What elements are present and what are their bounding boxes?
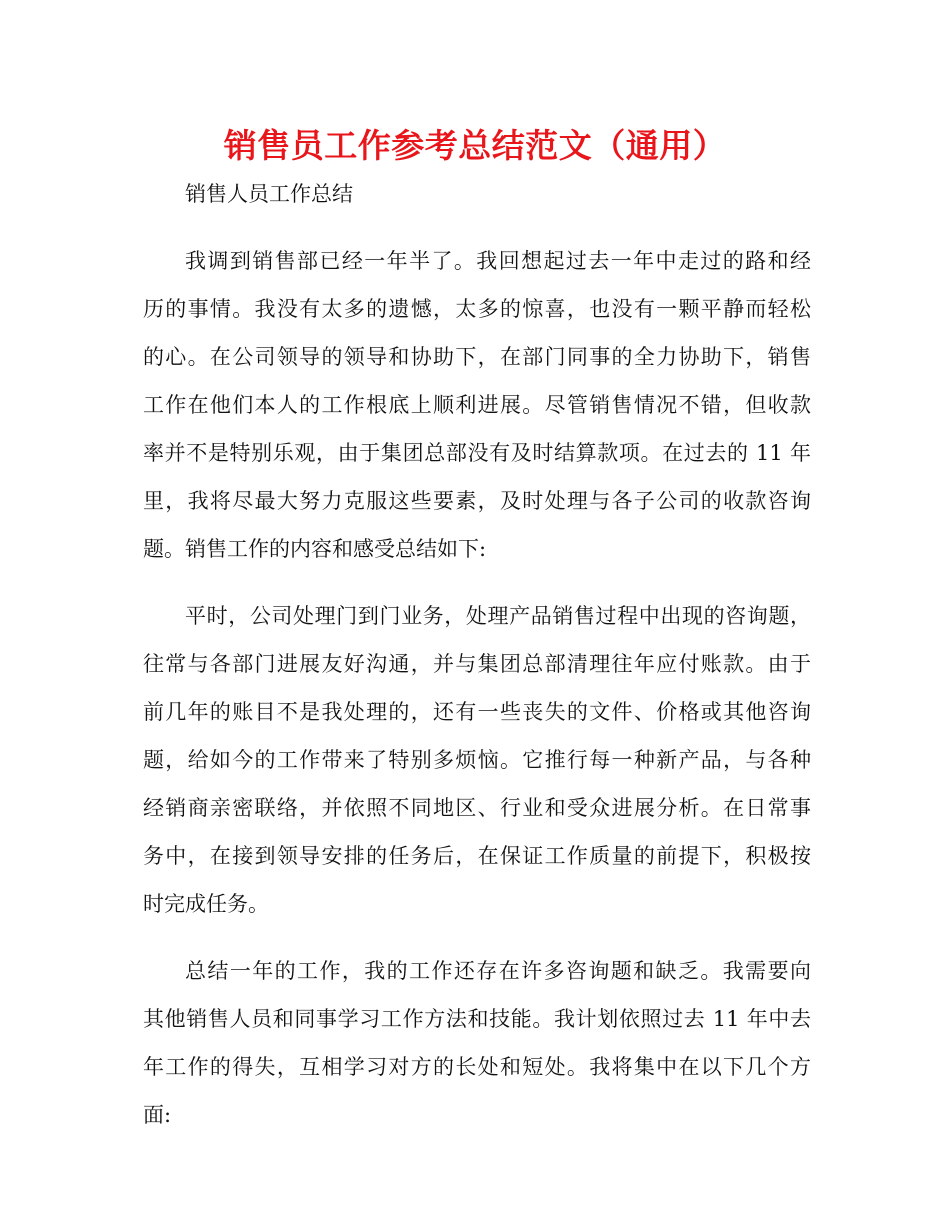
paragraph-line: 面:: [143, 1103, 172, 1127]
paragraph-gap: [143, 573, 811, 592]
paragraph-line: 历的事情。我没有太多的遗憾，太多的惊喜，也没有一颗平静而轻松: [143, 297, 811, 321]
paragraph-line: 年工作的得失，互相学习对方的长处和短处。我将集中在以下几个方: [143, 1055, 811, 1079]
paragraph-line: 经销商亲密联络，并依照不同地区、行业和受众进展分析。在日常事: [143, 796, 811, 820]
paragraph: [143, 592, 811, 928]
document-subtitle: 销售人员工作总结: [185, 182, 353, 206]
paragraph: [143, 237, 811, 573]
paragraph-line: 我调到销售部已经一年半了。我回想起过去一年中走过的路和经: [185, 249, 811, 273]
paragraph-line: 往常与各部门进展友好沟通，并与集团总部清理往年应付账款。由于: [143, 652, 811, 676]
paragraph-line: 时完成任务。: [143, 892, 269, 916]
paragraph-gap: [143, 218, 811, 237]
paragraph-line: 前几年的账目不是我处理的，还有一些丧失的文件、价格或其他咨询: [143, 700, 811, 724]
paragraph-line: 的心。在公司领导的领导和协助下，在部门同事的全力协助下，销售: [143, 345, 811, 369]
paragraph-line: 其他销售人员和同事学习工作方法和技能。我计划依照过去 11 年中去: [143, 1007, 811, 1031]
paragraph-line: 率并不是特别乐观，由于集团总部没有及时结算款项。在过去的 11 年: [143, 441, 811, 465]
paragraph-line: 平时，公司处理门到门业务，处理产品销售过程中出现的咨询题，: [185, 604, 811, 628]
paragraph-line: 里，我将尽最大努力克服这些要素，及时处理与各子公司的收款咨询: [143, 489, 811, 513]
document-body: [143, 170, 811, 1139]
paragraph: [143, 947, 811, 1139]
paragraph-line: 工作在他们本人的工作根底上顺利进展。尽管销售情况不错，但收款: [143, 393, 811, 417]
document-title: 销售员工作参考总结范文（通用）: [223, 126, 727, 165]
paragraph-gap: [143, 928, 811, 947]
paragraph-line: 务中，在接到领导安排的任务后，在保证工作质量的前提下，积极按: [143, 844, 811, 868]
paragraph-line: 总结一年的工作，我的工作还存在许多咨询题和缺乏。我需要向: [185, 959, 811, 983]
paragraph-line: 题。销售工作的内容和感受总结如下:: [143, 537, 487, 561]
paragraph-line: 题，给如今的工作带来了特别多烦恼。它推行每一种新产品，与各种: [143, 748, 811, 772]
